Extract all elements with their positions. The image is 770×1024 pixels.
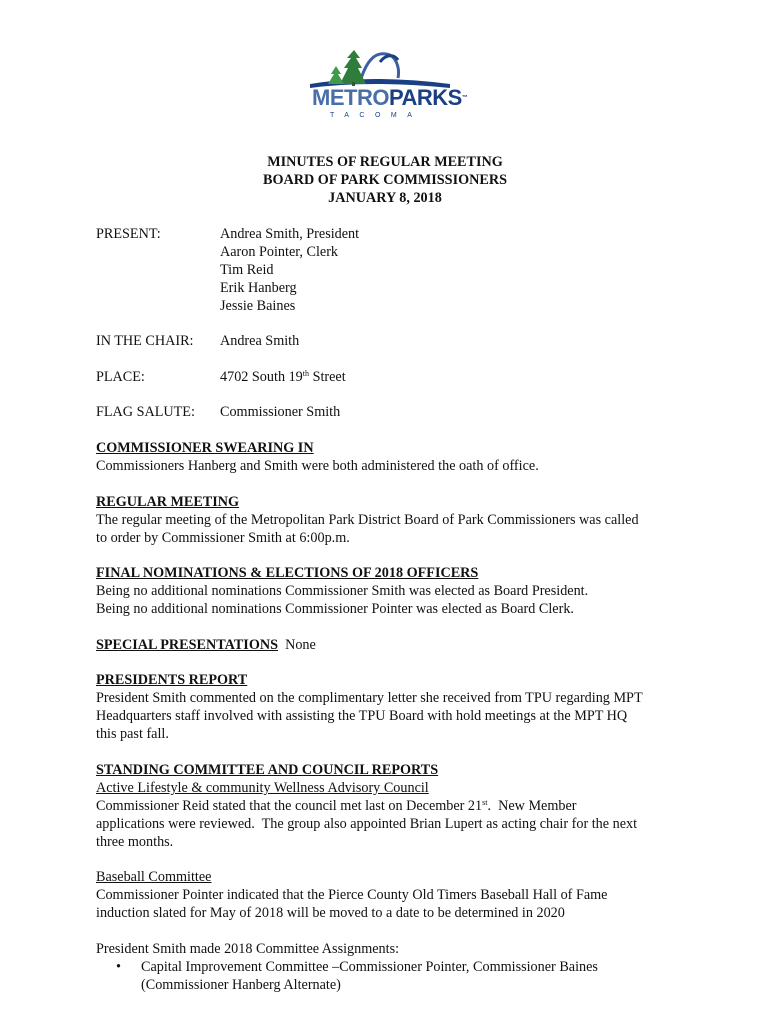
place-value-pre: 4702 South 19 bbox=[220, 369, 303, 385]
present-name: Aaron Pointer, Clerk bbox=[220, 244, 339, 260]
nominations-line-1: Being no additional nominations Commissioner Smith was elected as Board President. bbox=[96, 583, 589, 599]
wellness-line-3: three months. bbox=[96, 834, 174, 850]
logo-tm-text: ™ bbox=[461, 95, 468, 101]
wellness-council-heading: Active Lifestyle & community Wellness Advisory Council bbox=[96, 780, 429, 796]
special-value: None bbox=[278, 637, 316, 653]
wellness-line-1 bbox=[96, 797, 696, 815]
nominations-line-2: Being no additional nominations Commissioner Pointer was elected as Board Clerk. bbox=[96, 601, 574, 617]
presidents-line-2: Headquarters staff involved with assisting the TPU Board with hold meetings at the MPT HQ bbox=[96, 708, 628, 724]
section-presidents-report bbox=[96, 671, 696, 743]
metro-parks-logo bbox=[300, 44, 475, 130]
baseball-line-1: Commissioner Pointer indicated that the Pierce County Old Timers Baseball Hall of Fame bbox=[96, 887, 608, 903]
chair-value: Andrea Smith bbox=[220, 333, 300, 349]
special-heading: SPECIAL PRESENTATIONS bbox=[96, 637, 278, 653]
place-value-post: Street bbox=[309, 369, 346, 385]
section-swearing bbox=[96, 439, 696, 475]
present-list bbox=[220, 225, 359, 315]
flag-label: FLAG SALUTE: bbox=[96, 404, 195, 420]
wellness-line-1-sup: st bbox=[482, 798, 488, 807]
presidents-line-1: President Smith commented on the complimentary letter she received from TPU regarding MPT bbox=[96, 690, 643, 706]
swearing-heading: COMMISSIONER SWEARING IN bbox=[96, 440, 314, 456]
logo-parks-text: PARKS bbox=[388, 85, 462, 110]
regular-line-2: to order by Commissioner Smith at 6:00p.m. bbox=[96, 530, 350, 546]
assignment-line-2: (Commissioner Hanberg Alternate) bbox=[141, 977, 341, 993]
regular-line-1: The regular meeting of the Metropolitan Park District Board of Park Commissioners was called bbox=[96, 512, 639, 528]
baseball-line-2: induction slated for May of 2018 will be moved to a date to be determined in 2020 bbox=[96, 905, 565, 921]
baseball-heading: Baseball Committee bbox=[96, 869, 212, 885]
section-baseball bbox=[96, 868, 696, 922]
regular-heading: REGULAR MEETING bbox=[96, 494, 240, 510]
standing-heading: STANDING COMMITTEE AND COUNCIL REPORTS bbox=[96, 762, 439, 778]
present-name: Jessie Baines bbox=[220, 298, 296, 314]
wellness-line-1-pre: Commissioner Reid stated that the council met last on December 21 bbox=[96, 798, 483, 814]
title-line-3: JANUARY 8, 2018 bbox=[328, 190, 442, 206]
presidents-line-3: this past fall. bbox=[96, 726, 169, 742]
place-value-sup: th bbox=[302, 369, 310, 378]
present-label: PRESENT: bbox=[96, 226, 161, 242]
wellness-line-1-post: . New Member bbox=[487, 798, 577, 814]
presidents-heading: PRESIDENTS REPORT bbox=[96, 672, 248, 688]
section-nominations bbox=[96, 564, 696, 618]
nominations-heading: FINAL NOMINATIONS & ELECTIONS OF 2018 OFFICERS bbox=[96, 565, 479, 581]
title-line-2: BOARD OF PARK COMMISSIONERS bbox=[263, 172, 507, 188]
logo-tacoma-text: TACOMA bbox=[330, 112, 423, 119]
wellness-line-2: applications were reviewed. The group also appointed Brian Lupert as acting chair for the next bbox=[96, 816, 638, 832]
present-name: Andrea Smith, President bbox=[220, 226, 360, 242]
chair-label: IN THE CHAIR: bbox=[96, 333, 194, 349]
present-name: Tim Reid bbox=[220, 262, 274, 278]
section-regular bbox=[96, 493, 696, 547]
title-line-1: MINUTES OF REGULAR MEETING bbox=[267, 154, 503, 170]
logo-metro-text: METRO bbox=[312, 85, 389, 110]
swearing-text: Commissioners Hanberg and Smith were both administered the oath of office. bbox=[96, 458, 539, 474]
place-value bbox=[220, 368, 346, 386]
section-standing bbox=[96, 761, 696, 851]
assignment-text bbox=[141, 958, 701, 994]
place-label: PLACE: bbox=[96, 369, 145, 385]
assignment-line-1: Capital Improvement Committee –Commissioner Pointer, Commissioner Baines bbox=[141, 959, 598, 975]
flag-value: Commissioner Smith bbox=[220, 404, 341, 420]
present-name: Erik Hanberg bbox=[220, 280, 297, 296]
section-special bbox=[96, 636, 696, 654]
assignments-intro: President Smith made 2018 Committee Assignments: bbox=[96, 941, 400, 957]
logo-wordmark bbox=[312, 86, 467, 110]
bullet-icon: • bbox=[116, 959, 121, 975]
